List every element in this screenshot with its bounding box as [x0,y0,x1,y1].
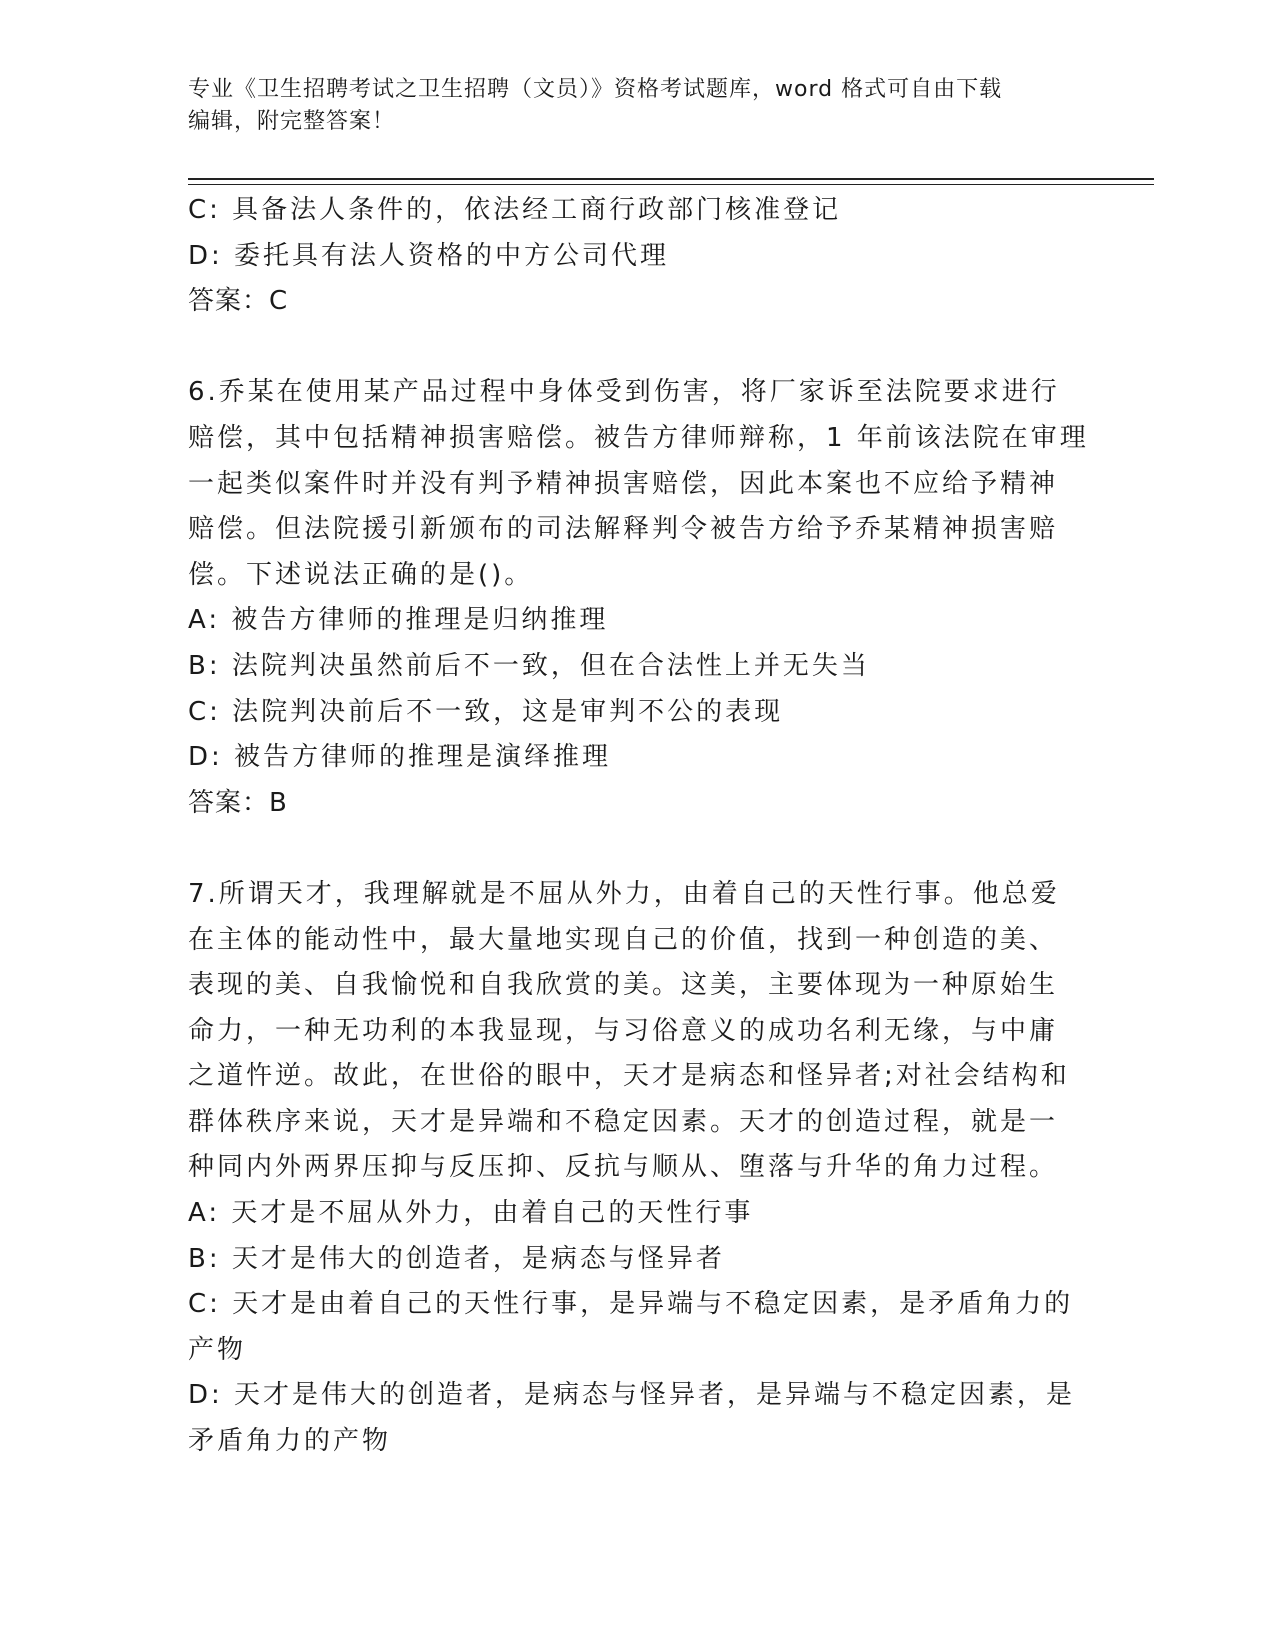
spacer [188,325,1088,371]
q6-stem-line: 偿。下述说法正确的是()。 [188,559,534,590]
header-line-2: 编辑，附完整答案！ [188,109,396,134]
page-header [188,74,1088,138]
q7-stem-line: 在主体的能动性中，最大量地实现自己的价值，找到一种创造的美、 [188,924,1059,955]
question-body [188,188,1088,1465]
q6-option-a: A: 被告方律师的推理是归纳推理 [188,605,609,636]
q7-option-d-line: D: 天才是伟大的创造者，是病态与怪异者，是异端与不稳定因素，是 [188,1380,1076,1411]
q7-option-c-line: C: 天才是由着自己的天性行事，是异端与不稳定因素，是矛盾角力的 [188,1289,1074,1320]
q7-stem-line: 7.所谓天才，我理解就是不屈从外力，由着自己的天性行事。他总爱 [188,878,1060,909]
q6-option-d: D: 被告方律师的推理是演绎推理 [188,742,612,773]
q6-stem-line: 6.乔某在使用某产品过程中身体受到伤害，将厂家诉至法院要求进行 [188,377,1060,408]
q5-answer: 答案：C [188,286,289,317]
q6-answer: 答案：B [188,787,288,818]
q7-stem-line: 种同内外两界压抑与反压抑、反抗与顺从、堕落与升华的角力过程。 [188,1152,1059,1183]
q7-option-a: A: 天才是不屈从外力，由着自己的天性行事 [188,1198,754,1229]
q6-stem [188,370,1088,598]
q7-option-d [188,1373,1088,1464]
q7-option-c-line: 产物 [188,1334,247,1365]
q7-option-c [188,1282,1088,1373]
q7-stem [188,872,1088,1191]
q6-stem-line: 赔偿。但法院援引新颁布的司法解释判令被告方给予乔某精神损害赔 [188,514,1059,545]
header-line-1: 专业《卫生招聘考试之卫生招聘（文员）》资格考试题库，word 格式可自由下载 [188,77,1003,102]
q7-option-b: B: 天才是伟大的创造者，是病态与怪异者 [188,1243,725,1274]
spacer [188,826,1088,872]
q5-option-d: D: 委托具有法人资格的中方公司代理 [188,240,670,271]
header-divider [188,178,1154,180]
q7-stem-line: 命力，一种无功利的本我显现，与习俗意义的成功名利无缘，与中庸 [188,1015,1059,1046]
q6-option-b: B: 法院判决虽然前后不一致，但在合法性上并无失当 [188,650,870,681]
q7-stem-line: 群体秩序来说，天才是异端和不稳定因素。天才的创造过程，就是一 [188,1106,1059,1137]
q7-option-d-line: 矛盾角力的产物 [188,1426,392,1457]
q7-stem-line: 之道忤逆。故此，在世俗的眼中，天才是病态和怪异者;对社会结构和 [188,1061,1070,1092]
q6-stem-line: 赔偿，其中包括精神损害赔偿。被告方律师辩称，1 年前该法院在审理 [188,422,1089,453]
q5-option-c: C: 具备法人条件的，依法经工商行政部门核准登记 [188,195,842,225]
header-divider-thin [188,184,1154,185]
q7-stem-line: 表现的美、自我愉悦和自我欣赏的美。这美，主要体现为一种原始生 [188,970,1059,1001]
q6-stem-line: 一起类似案件时并没有判予精神损害赔偿，因此本案也不应给予精神 [188,468,1059,499]
q6-option-c: C: 法院判决前后不一致，这是审判不公的表现 [188,696,784,727]
